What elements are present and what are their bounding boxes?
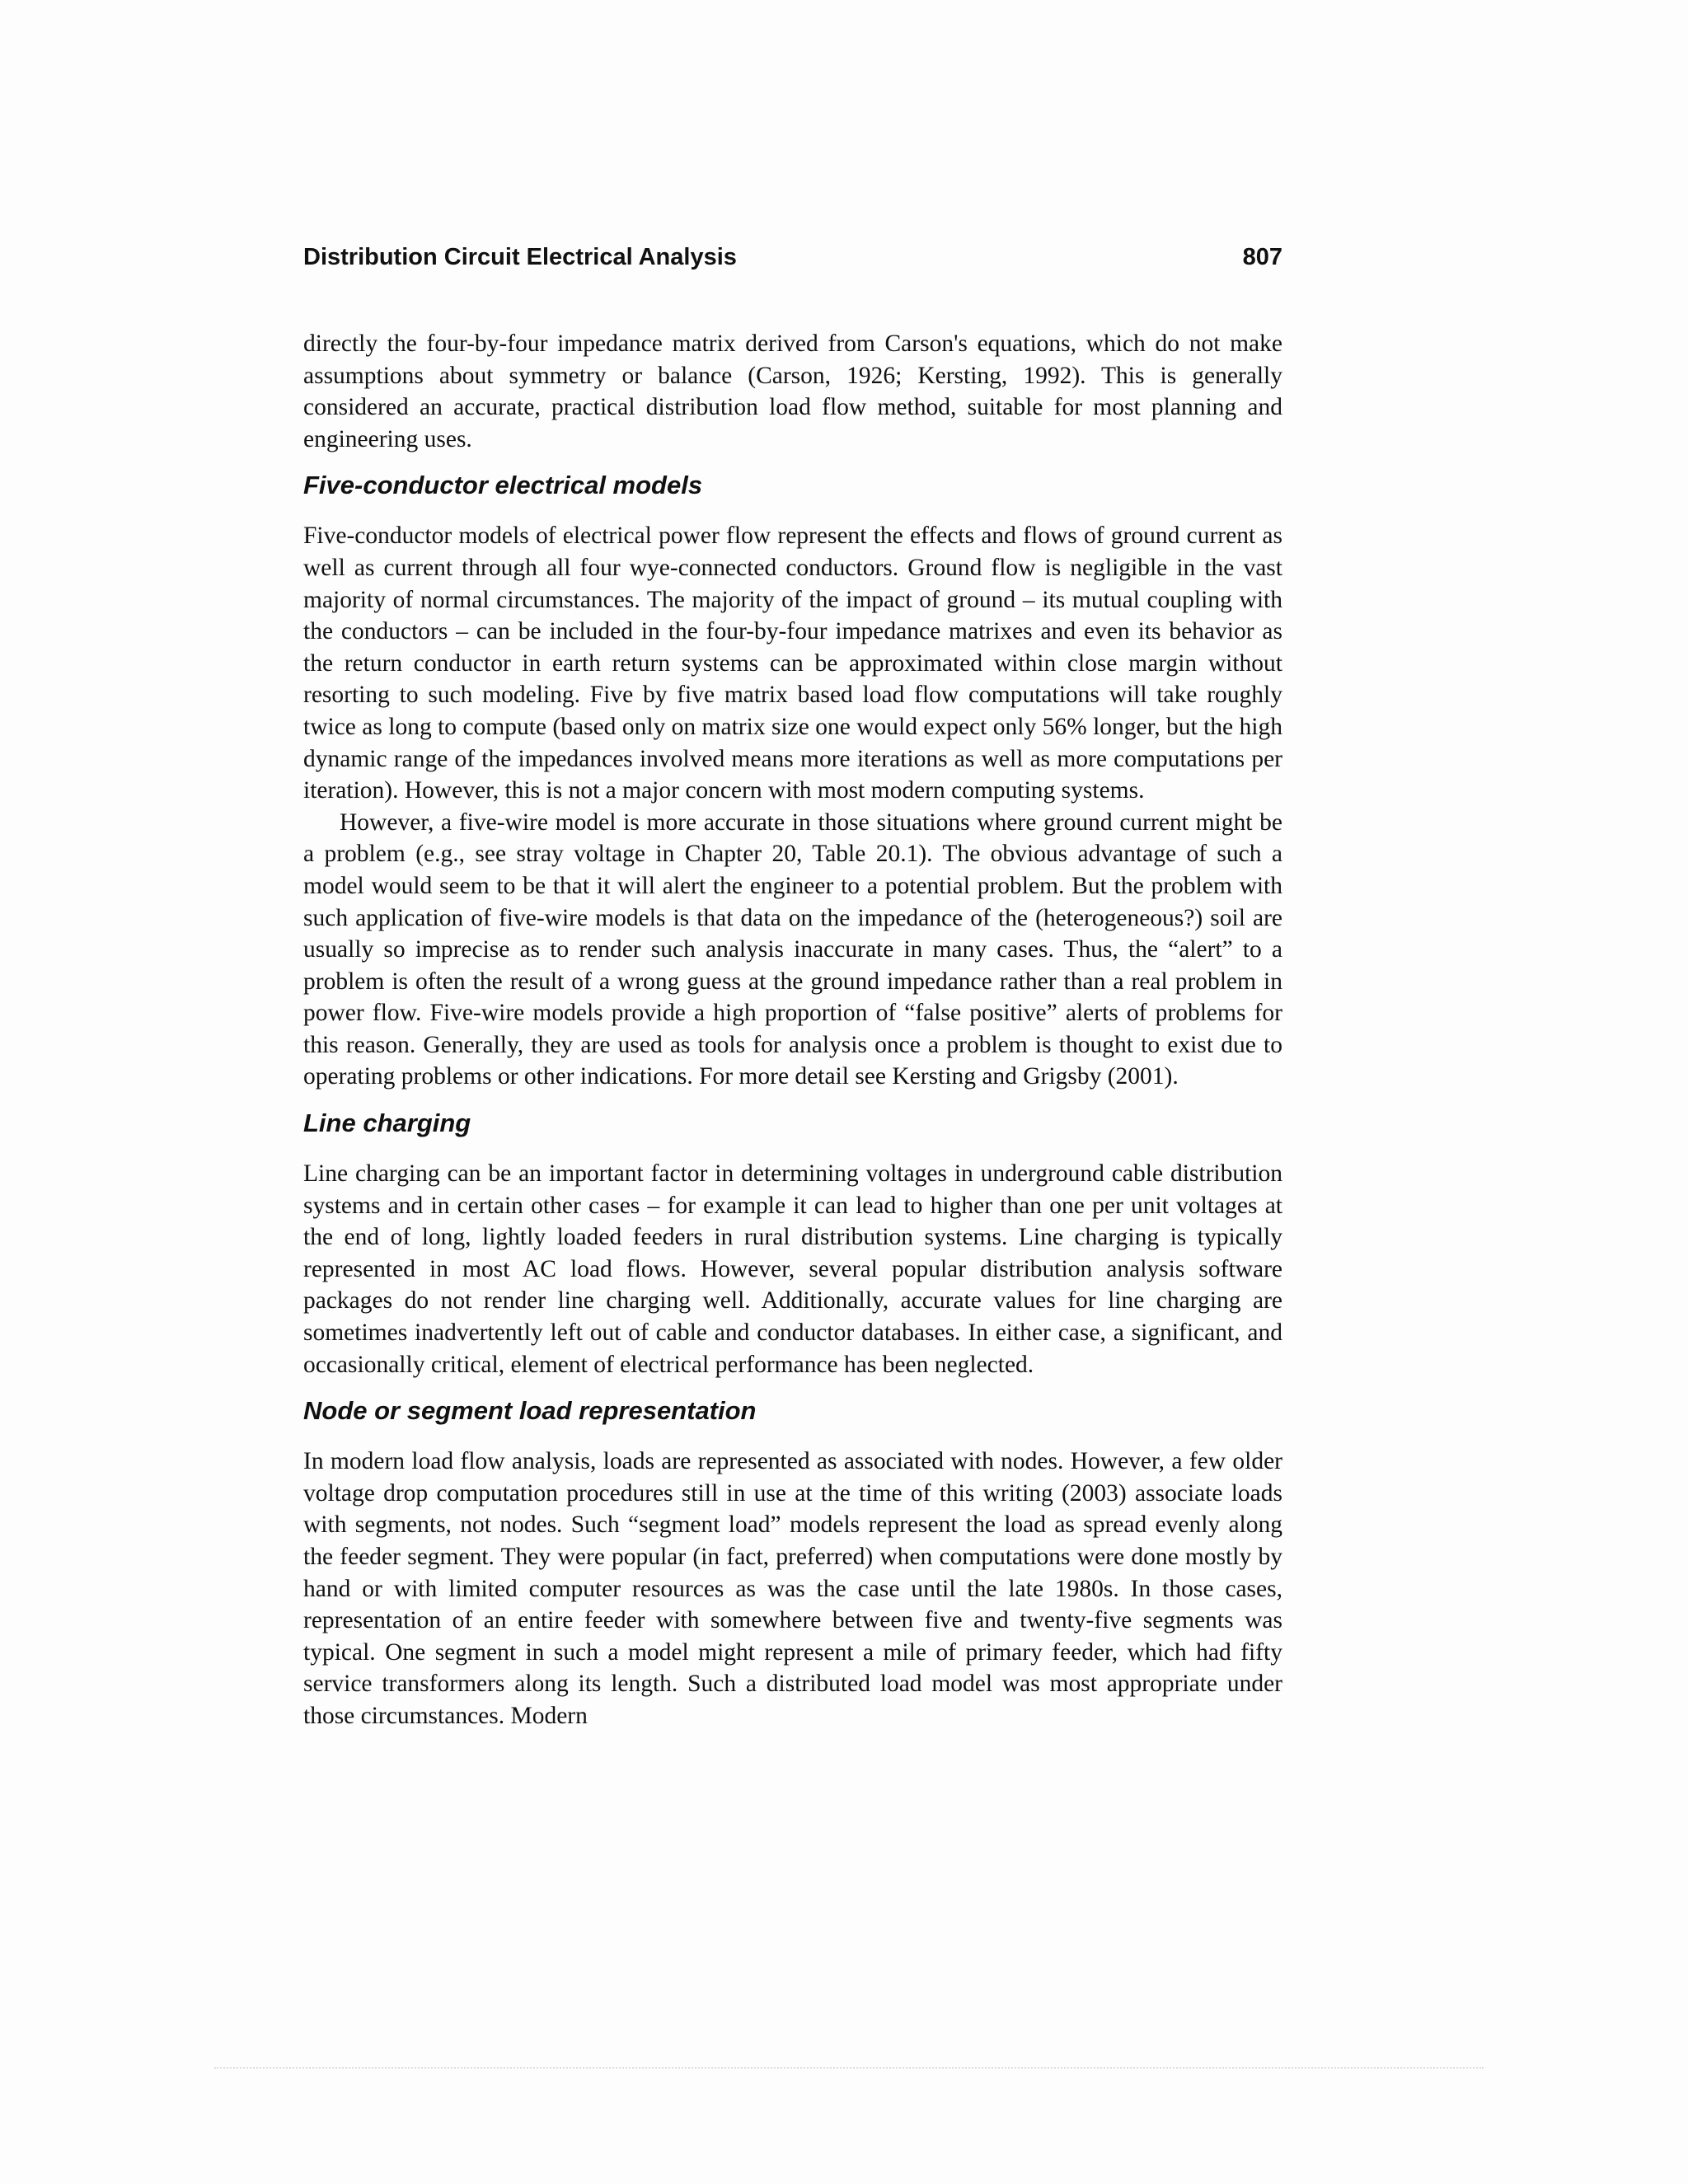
paragraph-five-conductor-1: Five-conductor models of electrical power flow represent the effects and flows of ground current as well as current through all four wye-connected conductors. Ground flow is negligible in the vast majority of normal circumstances. The majority of the impact of ground – its mutual coupling with the conductors – can be included in the four-by-four impedance matrixes and even its behavior as the return conductor in earth return systems can be approximated within close margin without resorting to such modeling. Five by five matrix based load flow computations will take roughly twice as long to compute (based only on matrix size one would expect only 56% longer, but the high dynamic range of the impedances involved means more iterations as well as more computations per iteration). However, this is not a major concern with most modern computing systems.: [303, 523, 1282, 804]
paragraph-line-charging: Line charging can be an important factor in determining voltages in underground cable distribution systems and in certain other cases – for example it can lead to higher than one per unit voltages at the end of long, lightly loaded feeders in rural distribution systems. Line charging is typically represented in most AC load flows. However, several popular distribution analysis software packages do not render line charging well. Additionally, accurate values for line charging are sometimes inadvertently left out of cable and conductor databases. In either case, a significant, and occasionally critical, element of electrical performance has been neglected.: [303, 1160, 1282, 1378]
running-header: [303, 239, 1282, 275]
paragraph-five-conductor-2: However, a five-wire model is more accurate in those situations where ground current might be a problem (e.g., see stray voltage in Chapter 20, Table 20.1). The obvious advantage of such a model would seem to be that it will alert the engineer to a potential problem. But the problem with such application of five-wire models is that data on the impedance of the (heterogeneous?) soil are usually so imprecise as to render such analysis inaccurate in many cases. Thus, the “alert” to a problem is often the result of a wrong guess at the ground impedance rather than a real problem in power flow. Five-wire models provide a high proportion of “false positive” alerts of problems for this reason. Generally, they are used as tools for analysis once a problem is thought to exist due to operating problems or other indications. For more detail see Kersting and Grigsby (2001).: [303, 808, 1282, 1090]
running-title: Distribution Circuit Electrical Analysis: [303, 244, 737, 270]
section-heading-five-conductor: Five-conductor electrical models: [303, 471, 703, 500]
page-number: 807: [1242, 244, 1282, 270]
intro-paragraph: directly the four-by-four impedance matrix derived from Carson's equations, which do not make assumptions about symmetry or balance (Carson, 1926; Kersting, 1992). This is generally considered an accurate, practical distribution load flow method, suitable for most planning and engineering uses.: [303, 330, 1282, 452]
section-heading-line-charging: Line charging: [303, 1108, 471, 1138]
page-body: [303, 328, 1282, 1732]
paragraph-node-segment-load: In modern load flow analysis, loads are represented as associated with nodes. However, a few older voltage drop computation procedures still in use at the time of this writing (2003) associate loads with segments, not nodes. Such “segment load” models represent the load as spread evenly along the feeder segment. They were popular (in fact, preferred) when computations were done mostly by hand or with limited computer resources as was the case until the late 1980s. In those cases, representation of an entire feeder with somewhere between five and twenty-five segments was typical. One segment in such a model might represent a mile of primary feeder, which had fifty service transformers along its length. Such a distributed load model was most appropriate under those circumstances. Modern: [303, 1448, 1282, 1729]
section-heading-node-segment-load: Node or segment load representation: [303, 1396, 757, 1426]
scan-artifact-line: [214, 2067, 1484, 2072]
